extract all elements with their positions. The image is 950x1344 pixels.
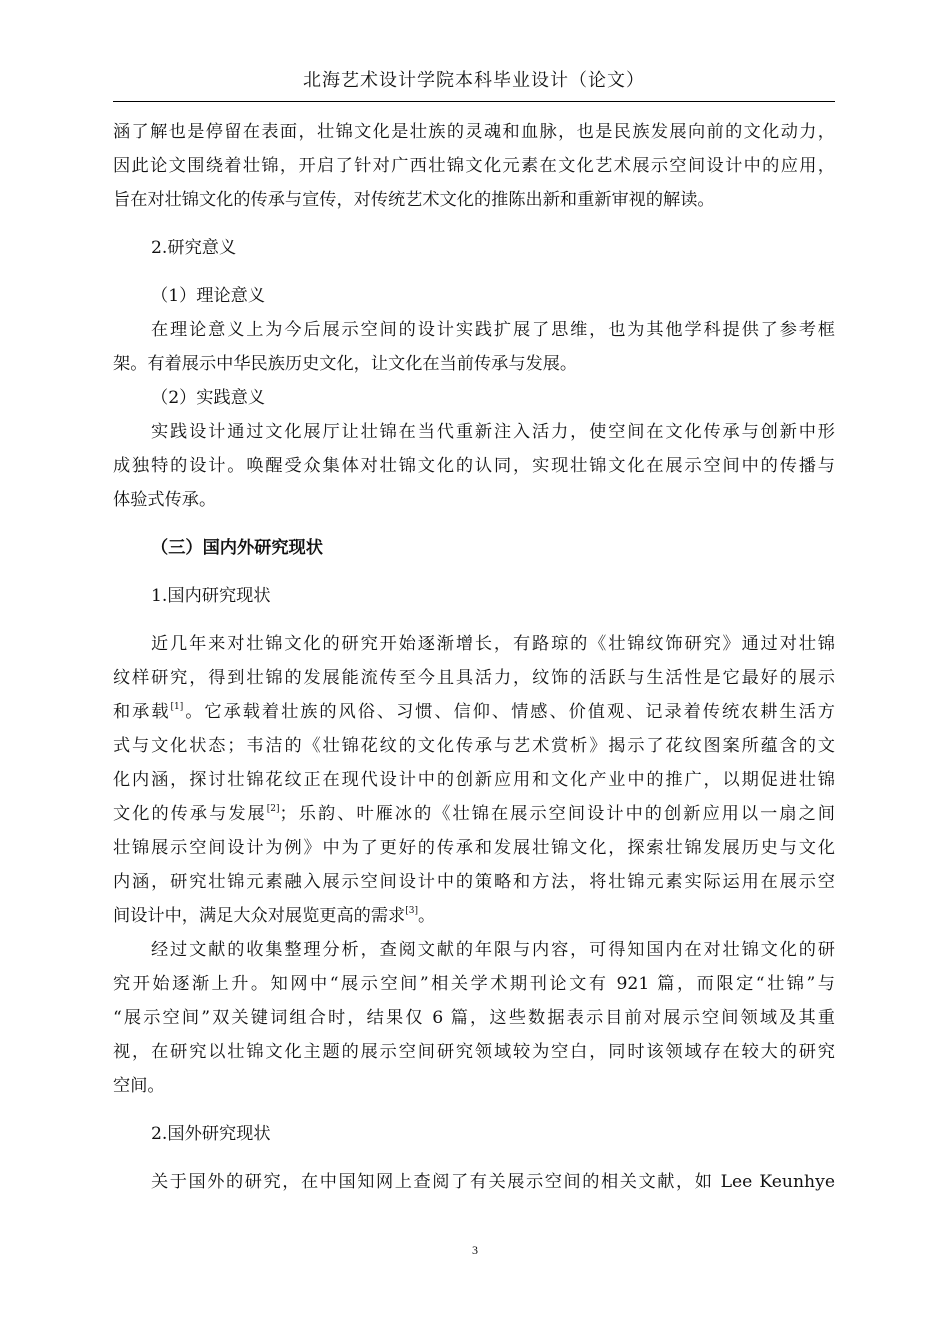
paragraph-line: 在理论意义上为今后展示空间的设计实践扩展了思维，也为其他学科提供了参考框 [151,320,835,340]
document-body [113,115,835,1199]
paragraph-line: 究开始逐渐上升。知网中“展示空间”相关学术期刊论文有 921 篇，而限定“壮锦”与 [113,974,835,994]
page-number: 3 [472,1243,478,1257]
header-rule [113,101,835,102]
paragraph-line: 体验式传承。 [113,490,217,510]
paragraph-line: 空间。 [113,1076,165,1096]
citation-3: [3] [405,906,418,916]
text-run: 和承载 [113,702,171,722]
paragraph-line: 近几年来对壮锦文化的研究开始逐渐增长，有路琼的《壮锦纹饰研究》通过对壮锦 [151,634,835,654]
paragraph-line: 关于国外的研究，在中国知网上查阅了有关展示空间的相关文献，如 Lee Keunhye [151,1172,835,1192]
paragraph-line: 壮锦展示空间设计为例》中为了更好的传承和发展壮锦文化，探索壮锦发展历史与文化 [113,838,835,858]
paragraph-line [113,695,835,729]
paragraph-line: 式与文化状态；韦洁的《壮锦花纹的文化传承与艺术赏析》揭示了花纹图案所蕴含的文 [113,736,835,756]
paragraph-line: 架。有着展示中华民族历史文化，让文化在当前传承与发展。 [113,354,578,374]
paragraph-line: 内涵，研究壮锦元素融入展示空间设计中的策略和方法，将壮锦元素实际运用在展示空 [113,872,835,892]
subheading-theoretical-significance: （1）理论意义 [151,286,266,306]
text-run: ；乐韵、叶雁冰的《壮锦在展示空间设计中的创新应用以一扇之间 [279,804,835,824]
paragraph-line: 视，在研究以壮锦文化主题的展示空间研究领域较为空白，同时该领域存在较大的研究 [113,1042,835,1062]
paragraph-line: 经过文献的收集整理分析，查阅文献的年限与内容，可得知国内在对壮锦文化的研 [151,940,835,960]
text-run: 。 [417,906,436,926]
citation-2: [2] [266,804,280,814]
section-heading-research-status: （三）国内外研究现状 [151,538,323,558]
paragraph-line: 成独特的设计。唤醒受众集体对壮锦文化的认同，实现壮锦文化在展示空间中的传播与 [113,456,835,476]
citation-1: [1] [170,702,184,712]
paragraph-line [113,797,835,831]
paragraph-line: “展示空间”双关键词组合时，结果仅 6 篇，这些数据表示目前对展示空间领域及其重 [113,1008,835,1028]
subheading-practical-significance: （2）实践意义 [151,388,266,408]
paragraph-line: 纹样研究，得到壮锦的发展能流传至今且具活力，纹饰的活跃与生活性是它最好的展示 [113,668,835,688]
paragraph-line [113,899,835,933]
subheading-research-significance: 2.研究意义 [151,238,237,258]
paragraph-line: 旨在对壮锦文化的传承与宣传，对传统艺术文化的推陈出新和重新审视的解读。 [113,190,715,210]
subheading-domestic-research: 1.国内研究现状 [151,586,271,606]
paragraph-line: 实践设计通过文化展厅让壮锦在当代重新注入活力，使空间在文化传承与创新中形 [151,422,835,442]
text-run: 间设计中，满足大众对展览更高的需求 [113,906,406,926]
paragraph-line: 涵了解也是停留在表面，壮锦文化是壮族的灵魂和血脉，也是民族发展向前的文化动力， [113,122,835,142]
text-run: 。它承载着壮族的风俗、习惯、信仰、情感、价值观、记录着传统农耕生活方 [183,702,835,722]
subheading-foreign-research: 2.国外研究现状 [151,1124,271,1144]
page-header: 北海艺术设计学院本科毕业设计（论文） [303,70,645,91]
paragraph-line: 因此论文围绕着壮锦，开启了针对广西壮锦文化元素在文化艺术展示空间设计中的应用， [113,156,835,176]
text-run: 文化的传承与发展 [113,804,267,824]
paragraph-line: 化内涵，探讨壮锦花纹正在现代设计中的创新应用和文化产业中的推广，以期促进壮锦 [113,770,835,790]
